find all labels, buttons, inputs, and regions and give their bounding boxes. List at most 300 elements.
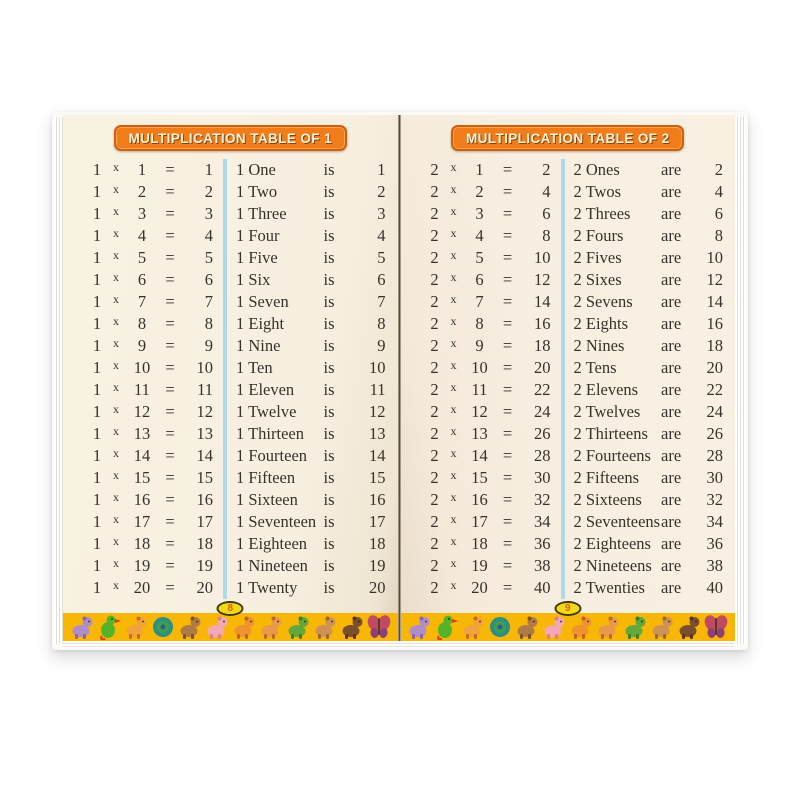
amount: 13: [369, 424, 386, 443]
multiplier: 5: [475, 248, 484, 267]
column-divider-line: [561, 401, 565, 423]
product: 32: [534, 490, 551, 509]
table-row: [63, 467, 398, 489]
factor: 1: [92, 314, 102, 333]
factor: 2: [430, 446, 439, 465]
product: 24: [534, 402, 551, 421]
linking-verb: is: [323, 512, 335, 531]
linking-verb: is: [323, 380, 335, 399]
table-row: [401, 203, 736, 225]
table-row: [63, 555, 398, 577]
multiplier: 13: [133, 424, 151, 443]
column-divider-line: [223, 225, 227, 247]
count-phrase: 1 Nine: [236, 336, 281, 355]
times-sign: x: [113, 226, 119, 240]
equals-sign: =: [502, 160, 513, 179]
table-row: [401, 555, 736, 577]
count-phrase: 1 Five: [236, 248, 278, 267]
multiplier: 12: [133, 402, 151, 421]
table-row: [63, 423, 398, 445]
dog-icon: [649, 611, 675, 641]
factor: 1: [92, 468, 102, 487]
amount: 18: [369, 534, 386, 553]
factor: 1: [92, 204, 102, 223]
product: 30: [534, 468, 551, 487]
multiplier: 3: [475, 204, 484, 223]
equals-sign: =: [502, 402, 513, 421]
count-phrase: 2 Twos: [573, 182, 622, 201]
hippo-icon: [406, 611, 432, 641]
table-row: [401, 577, 736, 599]
linking-verb: are: [661, 402, 682, 421]
amount: 1: [377, 160, 386, 179]
count-phrase: 1 Seven: [236, 292, 289, 311]
multiplier: 8: [475, 314, 484, 333]
times-sign: x: [113, 380, 119, 394]
linking-verb: are: [661, 556, 682, 575]
column-divider-line: [561, 181, 565, 203]
amount: 36: [706, 534, 723, 553]
times-sign: x: [450, 336, 457, 350]
multiplier: 1: [475, 160, 484, 179]
multiplier: 1: [137, 160, 147, 179]
multiplier: 5: [137, 248, 147, 267]
column-divider-line: [561, 269, 565, 291]
multiplier: 6: [475, 270, 484, 289]
factor: 2: [430, 160, 439, 179]
table-row: [401, 357, 736, 379]
linking-verb: is: [323, 534, 335, 553]
monkey-icon: [177, 611, 203, 641]
multiplier: 7: [475, 292, 484, 311]
factor: 2: [430, 402, 439, 421]
times-sign: x: [113, 468, 119, 482]
factor: 2: [430, 226, 439, 245]
column-divider-line: [223, 269, 227, 291]
count-phrase: 2 Thirteens: [573, 424, 648, 443]
factor: 1: [92, 248, 102, 267]
cat-icon: [595, 611, 621, 641]
product: 28: [534, 446, 551, 465]
linking-verb: is: [323, 292, 335, 311]
column-divider-line: [561, 313, 565, 335]
linking-verb: are: [661, 358, 682, 377]
equals-sign: =: [502, 380, 513, 399]
equals-sign: =: [165, 468, 175, 487]
page-number-badge: [554, 601, 581, 616]
table-row: [63, 313, 398, 335]
amount: 5: [377, 248, 386, 267]
multiplier: 19: [471, 556, 488, 575]
table-row: [63, 269, 398, 291]
product: 3: [204, 204, 213, 223]
count-phrase: 2 Fives: [573, 248, 622, 267]
table-row: [401, 379, 736, 401]
equals-sign: =: [165, 512, 175, 531]
times-sign: x: [450, 160, 457, 174]
linking-verb: are: [661, 424, 682, 443]
equals-sign: =: [502, 534, 513, 553]
table-row: [63, 291, 398, 313]
page-spread: [63, 115, 735, 641]
factor: 1: [92, 446, 102, 465]
count-phrase: 2 Twenties: [573, 578, 645, 597]
column-divider-line: [223, 313, 227, 335]
page-right: [401, 115, 736, 641]
amount: 20: [706, 358, 723, 377]
equals-sign: =: [502, 512, 513, 531]
equals-sign: =: [165, 160, 175, 179]
footer-animal-strip: [63, 613, 398, 641]
times-sign: x: [113, 446, 119, 460]
linking-verb: is: [323, 248, 335, 267]
table-row: [63, 379, 398, 401]
amount: 6: [714, 204, 723, 223]
amount: 8: [714, 226, 723, 245]
monkey-icon: [514, 611, 540, 641]
table-row: [401, 511, 736, 533]
amount: 4: [714, 182, 723, 201]
multiplier: 6: [137, 270, 147, 289]
crocodile-icon: [285, 611, 311, 641]
multiplier: 17: [471, 512, 488, 531]
linking-verb: is: [323, 160, 335, 179]
times-sign: x: [113, 402, 119, 416]
count-phrase: 1 Fourteen: [236, 446, 308, 465]
times-sign: x: [113, 490, 119, 504]
linking-verb: are: [661, 468, 682, 487]
linking-verb: is: [323, 314, 335, 333]
open-book: [52, 112, 748, 650]
count-phrase: 1 One: [236, 160, 276, 179]
amount: 19: [369, 556, 386, 575]
equals-sign: =: [165, 248, 175, 267]
times-sign: x: [450, 402, 457, 416]
linking-verb: are: [661, 512, 682, 531]
product: 22: [534, 380, 551, 399]
equals-sign: =: [165, 556, 175, 575]
page-title-banner: [451, 125, 684, 151]
equals-sign: =: [165, 314, 175, 333]
linking-verb: are: [661, 314, 682, 333]
times-sign: x: [113, 512, 119, 526]
factor: 1: [92, 292, 102, 311]
multiplier: 10: [133, 358, 151, 377]
equals-sign: =: [165, 380, 175, 399]
amount: 15: [369, 468, 386, 487]
linking-verb: are: [661, 534, 682, 553]
column-divider-line: [223, 247, 227, 269]
product: 16: [534, 314, 551, 333]
linking-verb: are: [661, 226, 682, 245]
factor: 2: [430, 248, 439, 267]
multiplier: 19: [133, 556, 151, 575]
amount: 6: [377, 270, 386, 289]
equals-sign: =: [165, 424, 175, 443]
amount: 14: [369, 446, 386, 465]
factor: 2: [430, 270, 439, 289]
page-stack-edge-bottom: [63, 641, 735, 648]
column-divider-line: [223, 203, 227, 225]
multiplier: 15: [471, 468, 488, 487]
linking-verb: is: [323, 424, 335, 443]
column-divider-line: [561, 159, 565, 181]
peacock-icon: [487, 611, 513, 641]
table-row: [63, 511, 398, 533]
count-phrase: 2 Fourteens: [573, 446, 651, 465]
product: 1: [204, 160, 213, 179]
linking-verb: are: [661, 160, 682, 179]
count-phrase: 2 Seventeens: [573, 512, 661, 531]
page-title: MULTIPLICATION TABLE OF 2: [466, 130, 670, 146]
column-divider-line: [223, 467, 227, 489]
multiplier: 8: [137, 314, 147, 333]
linking-verb: is: [323, 226, 335, 245]
product: 18: [196, 534, 213, 553]
linking-verb: are: [661, 380, 682, 399]
amount: 22: [706, 380, 723, 399]
table-row: [401, 313, 736, 335]
factor: 1: [92, 226, 102, 245]
product: 6: [542, 204, 551, 223]
factor: 1: [92, 380, 102, 399]
column-divider-line: [223, 555, 227, 577]
amount: 10: [706, 248, 723, 267]
times-sign: x: [450, 182, 457, 196]
table-row: [401, 335, 736, 357]
column-divider-line: [561, 335, 565, 357]
equals-sign: =: [502, 270, 513, 289]
count-phrase: 2 Sixteens: [573, 490, 642, 509]
column-divider-line: [223, 335, 227, 357]
multiplier: 17: [133, 512, 151, 531]
factor: 1: [92, 490, 102, 509]
product: 19: [196, 556, 213, 575]
times-sign: x: [113, 578, 119, 592]
table-row: [63, 225, 398, 247]
count-phrase: 1 Sixteen: [236, 490, 298, 509]
multiplier: 9: [475, 336, 484, 355]
count-phrase: 1 Twenty: [236, 578, 298, 597]
equals-sign: =: [502, 468, 513, 487]
butterfly-icon: [703, 611, 729, 641]
column-divider-line: [561, 511, 565, 533]
linking-verb: are: [661, 270, 682, 289]
product: 34: [534, 512, 551, 531]
amount: 14: [706, 292, 723, 311]
count-phrase: 2 Elevens: [573, 380, 639, 399]
factor: 1: [92, 578, 102, 597]
multiplier: 18: [133, 534, 151, 553]
factor: 1: [92, 336, 102, 355]
factor: 2: [430, 468, 439, 487]
product: 15: [196, 468, 213, 487]
parrot-icon: [96, 611, 122, 641]
times-sign: x: [450, 380, 457, 394]
column-divider-line: [561, 247, 565, 269]
table-row: [401, 533, 736, 555]
product: 7: [204, 292, 213, 311]
factor: 1: [92, 270, 102, 289]
page-title-banner: [114, 125, 347, 151]
amount: 7: [377, 292, 386, 311]
factor: 1: [92, 534, 102, 553]
linking-verb: is: [323, 358, 335, 377]
times-sign: x: [113, 204, 119, 218]
column-divider-line: [561, 445, 565, 467]
factor: 1: [92, 182, 102, 201]
product: 5: [204, 248, 213, 267]
amount: 12: [706, 270, 723, 289]
lion-icon: [460, 611, 486, 641]
times-sign: x: [113, 534, 119, 548]
table-row: [63, 533, 398, 555]
page-left: [63, 115, 398, 641]
amount: 30: [706, 468, 723, 487]
times-sign: x: [450, 226, 457, 240]
multiplier: 16: [133, 490, 151, 509]
equals-sign: =: [502, 336, 513, 355]
equals-sign: =: [165, 336, 175, 355]
multiplier: 4: [475, 226, 484, 245]
table-row: [401, 489, 736, 511]
table-row: [63, 335, 398, 357]
column-divider-line: [561, 291, 565, 313]
linking-verb: are: [661, 182, 682, 201]
product: 9: [204, 336, 213, 355]
amount: 8: [377, 314, 386, 333]
times-sign: x: [450, 446, 457, 460]
column-divider-line: [223, 489, 227, 511]
product: 26: [534, 424, 551, 443]
times-sign: x: [113, 270, 119, 284]
linking-verb: is: [323, 402, 335, 421]
amount: 16: [706, 314, 723, 333]
column-divider-line: [223, 379, 227, 401]
count-phrase: 1 Eighteen: [236, 534, 308, 553]
count-phrase: 2 Nines: [573, 336, 625, 355]
page-title: MULTIPLICATION TABLE OF 1: [128, 130, 332, 146]
page-number: 9: [564, 603, 571, 614]
linking-verb: is: [323, 578, 335, 597]
equals-sign: =: [502, 226, 513, 245]
count-phrase: 2 Fifteens: [573, 468, 640, 487]
column-divider-line: [223, 511, 227, 533]
factor: 2: [430, 512, 439, 531]
product: 4: [204, 226, 213, 245]
equals-sign: =: [502, 204, 513, 223]
multiplier: 11: [471, 380, 488, 399]
count-phrase: 2 Twelves: [573, 402, 641, 421]
linking-verb: are: [661, 292, 682, 311]
factor: 2: [430, 424, 439, 443]
page-stack-edge-right: [735, 117, 746, 644]
times-sign: x: [113, 336, 119, 350]
equals-sign: =: [502, 358, 513, 377]
product: 13: [196, 424, 213, 443]
product: 20: [534, 358, 551, 377]
count-phrase: 2 Eights: [573, 314, 629, 333]
product: 8: [204, 314, 213, 333]
count-phrase: 1 Ten: [236, 358, 273, 377]
factor: 2: [430, 336, 439, 355]
multiplication-rows: [401, 159, 736, 599]
table-row: [401, 445, 736, 467]
column-divider-line: [561, 225, 565, 247]
equals-sign: =: [165, 578, 175, 597]
factor: 2: [430, 182, 439, 201]
factor: 2: [430, 292, 439, 311]
count-phrase: 1 Four: [236, 226, 280, 245]
linking-verb: is: [323, 468, 335, 487]
product: 6: [204, 270, 213, 289]
hippo-icon: [69, 611, 95, 641]
count-phrase: 2 Nineteens: [573, 556, 652, 575]
equals-sign: =: [502, 490, 513, 509]
equals-sign: =: [165, 182, 175, 201]
column-divider-line: [561, 489, 565, 511]
amount: 12: [369, 402, 386, 421]
equals-sign: =: [165, 292, 175, 311]
owl-icon: [339, 611, 365, 641]
column-divider-line: [223, 423, 227, 445]
product: 2: [204, 182, 213, 201]
table-row: [401, 225, 736, 247]
product: 10: [534, 248, 551, 267]
times-sign: x: [450, 314, 457, 328]
times-sign: x: [113, 556, 119, 570]
linking-verb: are: [661, 446, 682, 465]
table-row: [401, 467, 736, 489]
amount: 11: [369, 380, 386, 399]
multiplier: 2: [475, 182, 484, 201]
butterfly-icon: [366, 611, 392, 641]
equals-sign: =: [165, 204, 175, 223]
owl-icon: [676, 611, 702, 641]
page-number-badge: [217, 601, 244, 616]
product: 12: [196, 402, 213, 421]
amount: 26: [706, 424, 723, 443]
linking-verb: is: [323, 556, 335, 575]
amount: 24: [706, 402, 723, 421]
amount: 2: [714, 160, 723, 179]
linking-verb: is: [323, 490, 335, 509]
product: 4: [542, 182, 551, 201]
times-sign: x: [450, 512, 457, 526]
equals-sign: =: [165, 402, 175, 421]
table-row: [63, 181, 398, 203]
multiplier: 16: [471, 490, 488, 509]
factor: 2: [430, 204, 439, 223]
count-phrase: 1 Eleven: [236, 380, 295, 399]
count-phrase: 2 Fours: [573, 226, 624, 245]
multiplier: 9: [137, 336, 147, 355]
equals-sign: =: [165, 358, 175, 377]
multiplier: 3: [137, 204, 147, 223]
table-row: [63, 445, 398, 467]
crocodile-icon: [622, 611, 648, 641]
linking-verb: is: [323, 336, 335, 355]
amount: 28: [706, 446, 723, 465]
multiplier: 13: [471, 424, 488, 443]
dog-icon: [312, 611, 338, 641]
count-phrase: 2 Ones: [573, 160, 620, 179]
amount: 10: [369, 358, 386, 377]
count-phrase: 1 Eight: [236, 314, 285, 333]
product: 2: [542, 160, 551, 179]
table-row: [63, 247, 398, 269]
equals-sign: =: [502, 556, 513, 575]
